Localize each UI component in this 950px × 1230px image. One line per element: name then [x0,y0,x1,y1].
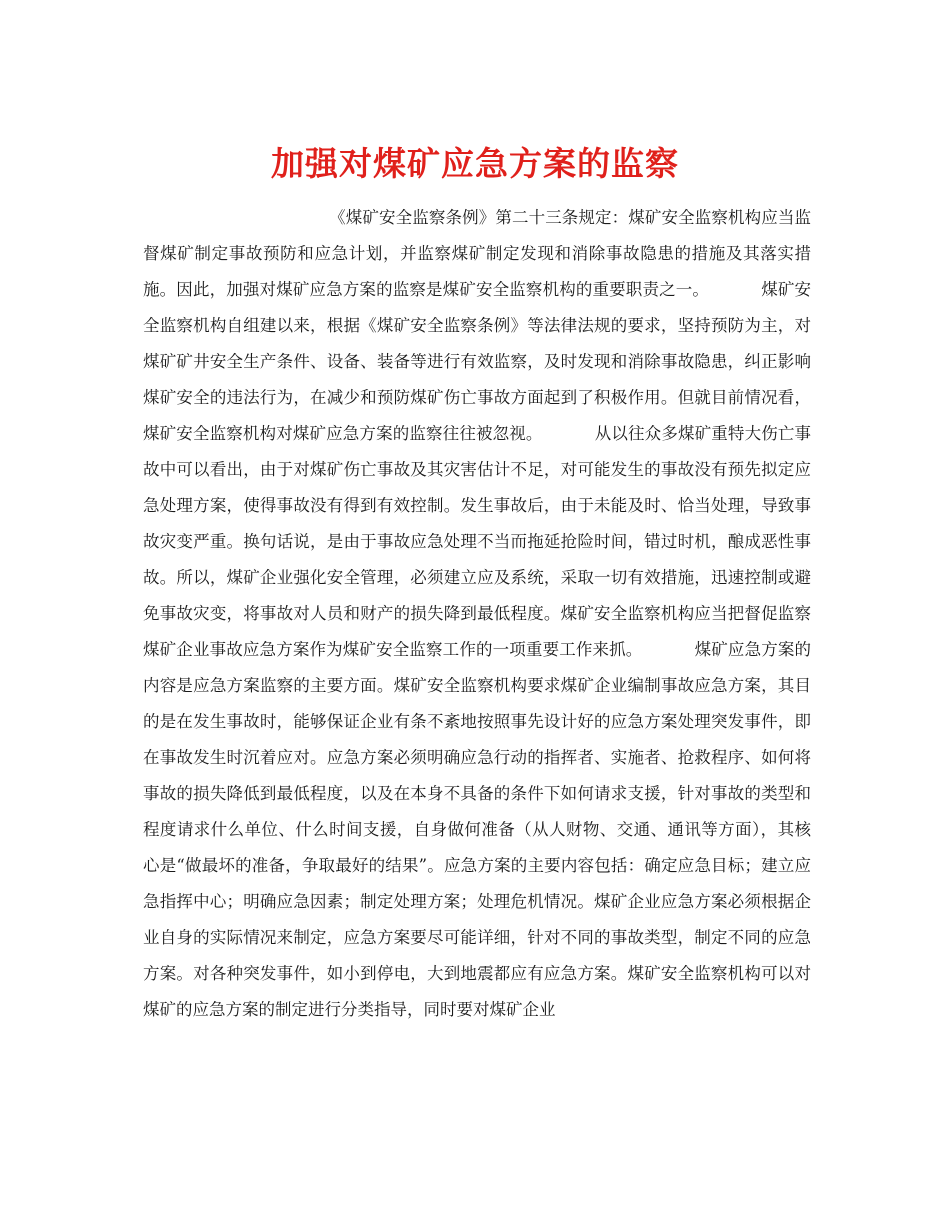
paragraph-2: 煤矿安全监察机构自组建以来，根据《煤矿安全监察条例》等法律法规的要求，坚持预防为主，对煤矿矿井安全生产条件、设备、装备等进行有效监察，及时发现和消除事故隐患，纠正影响煤矿安全的违法行为，在减少和预防煤矿伤亡事故方面起到了积极作用。但就目前情况看，煤矿安全监察机构对煤矿应急方案的监察往往被忽视。 [143,280,812,443]
paragraph-4: 煤矿应急方案的内容是应急方案监察的主要方面。煤矿安全监察机构要求煤矿企业编制事故应急方案，其目的是在发生事故时，能够保证企业有条不紊地按照事先设计好的应急方案处理突发事件，即在事故发生时沉着应对。应急方案必须明确应急行动的指挥者、实施者、抢救程序、如何将事故的损失降低到最低程度，以及在本身不具备的条件下如何请求支援，针对事故的类型和程度请求什么单位、什么时间支援，自身做何准备（从人财物、交通、通讯等方面），其核心是“做最坏的准备，争取最好的结果”。应急方案的主要内容包括：确定应急目标；建立应急指挥中心；明确应急因素；制定处理方案；处理危机情况。煤矿企业应急方案必须根据企业自身的实际情况来制定，应急方案要尽可能详细，针对不同的事故类型，制定不同的应急方案。对各种突发事件，如小到停电，大到地震都应有应急方案。煤矿安全监察机构可以对煤矿的应急方案的制定进行分类指导，同时要对煤矿企业 [143,640,812,1019]
paragraph-3: 从以往众多煤矿重特大伤亡事故中可以看出，由于对煤矿伤亡事故及其灾害估计不足，对可能发生的事故没有预先拟定应急处理方案，使得事故没有得到有效控制。发生事故后，由于未能及时、恰当处理，导致事故灾变严重。换句话说，是由于事故应急处理不当而拖延抢险时间，错过时机，酿成恶性事故。所以，煤矿企业强化安全管理，必须建立应及系统，采取一切有效措施，迅速控制或避免事故灾变，将事故对人员和财产的损失降到最低程度。煤矿安全监察机构应当把督促监察煤矿企业事故应急方案作为煤矿安全监察工作的一项重要工作来抓。 [143,424,812,659]
document-title: 加强对煤矿应急方案的监察 [271,144,679,184]
document-body [143,200,811,1028]
paragraph-1: 《煤矿安全监察条例》第二十三条规定：煤矿安全监察机构应当监督煤矿制定事故预防和应急计划，并监察煤矿制定发现和消除事故隐患的措施及其落实措施。因此，加强对煤矿应急方案的监察是煤矿安全监察机构的重要职责之一。 [143,208,811,299]
